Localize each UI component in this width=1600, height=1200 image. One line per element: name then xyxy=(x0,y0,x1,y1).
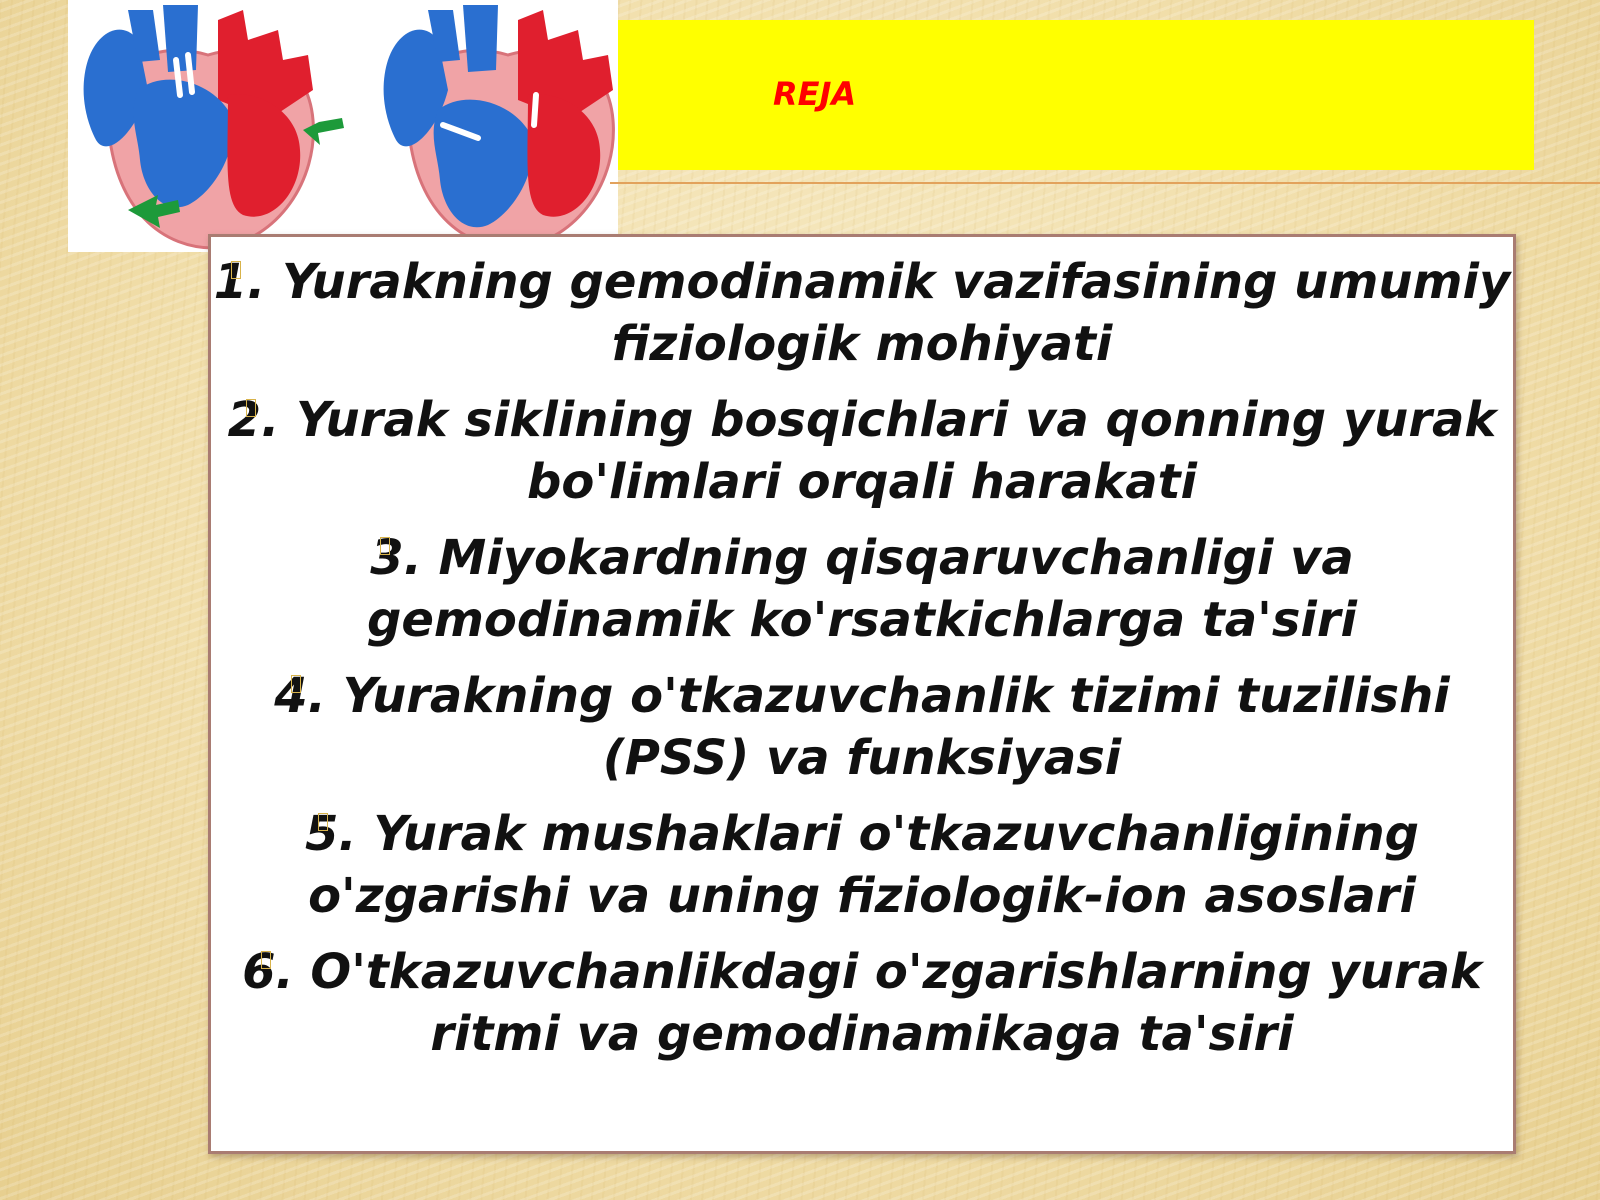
plan-item-5-line-1: 5. Yurak mushaklari o'tkazuvchanligining xyxy=(304,806,1419,862)
plan-item-1-line-1: 1. Yurakning gemodinamik vazifasining umumiy xyxy=(213,254,1511,310)
right-heart-icon xyxy=(384,5,614,248)
plan-item-3-line-1: 3. Miyokardning qisqaruvchanligi va xyxy=(370,530,1354,586)
heart-diagram-icon xyxy=(68,0,618,252)
plan-item-5-line-2: o'zgarishi va uning fiziologik-ion asoslari xyxy=(308,868,1416,924)
bullet-icon xyxy=(246,399,256,417)
plan-item-4-line-1: 4. Yurakning o'tkazuvchanlik tizimi tuzilishi xyxy=(274,668,1450,724)
bullet-icon xyxy=(291,675,301,693)
bullet-icon xyxy=(231,261,241,279)
title-bar xyxy=(618,20,1534,170)
plan-item-2-line-1: 2. Yurak siklining bosqichlari va qonning yurak xyxy=(227,392,1497,448)
plan-item-4-line-2: (PSS) va funksiyasi xyxy=(602,730,1122,786)
plan-item-5 xyxy=(211,803,1513,927)
plan-item-1-line-2: fiziologik mohiyati xyxy=(611,316,1113,372)
bullet-icon xyxy=(318,813,328,831)
left-heart-icon xyxy=(84,5,344,248)
plan-item-2-line-2: bo'limlari orqali harakati xyxy=(527,454,1197,510)
plan-item-3 xyxy=(211,527,1513,651)
plan-item-3-line-2: gemodinamik ko'rsatkichlarga ta'siri xyxy=(367,592,1357,648)
plan-item-6-line-2: ritmi va gemodinamikaga ta'siri xyxy=(430,1006,1294,1062)
bullet-icon xyxy=(261,951,271,969)
slide-title: REJA xyxy=(773,75,857,113)
heart-diagram-image xyxy=(68,0,618,252)
plan-item-2 xyxy=(211,389,1513,513)
plan-item-4 xyxy=(211,665,1513,789)
plan-item-6-line-1: 6. O'tkazuvchanlikdagi o'zgarishlarning yurak xyxy=(242,944,1482,1000)
plan-item-1 xyxy=(211,251,1513,375)
plan-item-6 xyxy=(211,941,1513,1065)
plan-content-box xyxy=(208,234,1516,1154)
bullet-icon xyxy=(380,537,390,555)
title-divider xyxy=(610,182,1600,184)
